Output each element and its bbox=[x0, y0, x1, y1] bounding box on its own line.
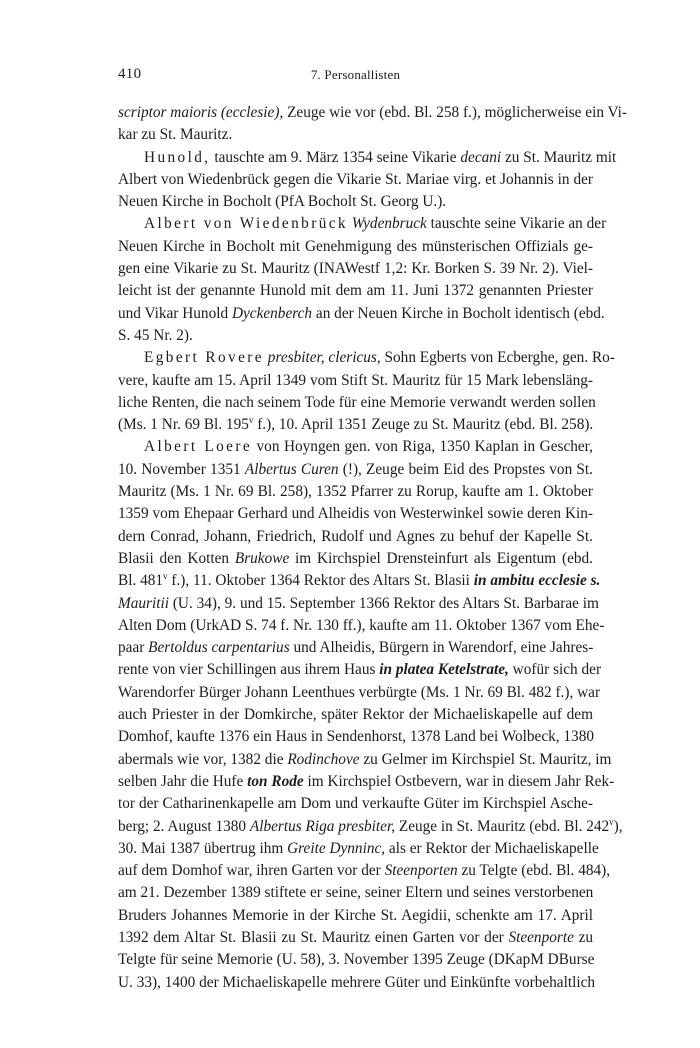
text-run: Blasii den Kotten bbox=[118, 549, 235, 567]
text-line: tor der Catharinenkapelle am Dom und verkaufte Güter im Kirchspiel Asche- bbox=[118, 795, 593, 813]
text-line: auch Priester in der Domkirche, später Rektor der Michaeliskapelle auf dem bbox=[118, 706, 593, 724]
italic-term: Albertus Curen bbox=[244, 460, 339, 478]
italic-term: Steenporten bbox=[384, 862, 458, 880]
text-line: U. 33), 1400 der Michaeliskapelle mehrere Güter und Einkünfte vorbehaltlich bbox=[118, 973, 596, 991]
text-line: S. 45 Nr. 2). bbox=[118, 326, 193, 344]
text-run: f.), 10. April 1351 Zeuge zu St. Mauritz (ebd. Bl. 258). bbox=[253, 416, 594, 434]
italic-term: Steenporte bbox=[508, 928, 574, 946]
text-line: Domhof, kaufte 1376 ein Haus in Sendenhorst, 1378 Land bei Wolbeck, 1380 bbox=[118, 728, 595, 746]
person-name: Egbert Rovere bbox=[144, 349, 264, 367]
text-run: Zeuge in St. Mauritz (ebd. Bl. 242 bbox=[395, 817, 610, 835]
text-run: 1392 dem Altar St. Blasii zu St. Mauritz einen Garten vor der bbox=[118, 928, 509, 946]
text-run: Bl. 481 bbox=[118, 572, 164, 590]
text-line: dern Conrad, Johann, Friedrich, Rudolf und Agnes zu behuf der Kapelle St. bbox=[118, 527, 593, 545]
italic-term: decani bbox=[460, 148, 502, 166]
text-run: Zeuge wie vor (ebd. Bl. 258 f.), möglicherweise ein Vi- bbox=[283, 104, 627, 121]
text-run: und Alheidis, Bürgern in Warendorf, eine Jahres- bbox=[289, 639, 594, 657]
text-run: 10. November 1351 bbox=[118, 460, 245, 478]
text-run: rente von vier Schillingen aus ihrem Haus bbox=[118, 661, 380, 679]
person-name: Albert Loere bbox=[144, 438, 253, 456]
italic-term: Rodinchove bbox=[287, 750, 360, 768]
entry-egbert-rovere bbox=[118, 347, 615, 436]
page-header bbox=[118, 66, 593, 86]
italic-term: in ambitu ecclesie s. bbox=[473, 572, 601, 590]
entry-albert-loere bbox=[118, 436, 623, 993]
text-run: 30. Mai 1387 übertrug ihm bbox=[118, 839, 288, 857]
text-line: Warendorfer Bürger Johann Leenthues verbürgte (Ms. 1 Nr. 69 Bl. 482 f.), war bbox=[118, 683, 601, 701]
text-line: Bruders Johannes Memorie in der Kirche St. Aegidii, schenkte am 17. April bbox=[118, 906, 593, 924]
text-line: am 21. Dezember 1389 stiftete er seine, seiner Eltern und seines verstorbenen bbox=[118, 884, 594, 902]
text-run: selben Jahr die Hufe bbox=[118, 772, 248, 790]
text-run: f.), 11. Oktober 1364 Rektor des Altars St. Blasii bbox=[167, 572, 474, 590]
running-head: 7. Personallisten bbox=[310, 67, 401, 82]
italic-term: presbiter, clericus, bbox=[263, 349, 381, 367]
text-line: 1359 vom Ehepaar Gerhard und Alheidis von Westerwinkel sowie deren Kin- bbox=[118, 505, 593, 523]
italic-term: ton Rode bbox=[247, 772, 304, 790]
text-run: abermals wie vor, 1382 die bbox=[118, 750, 288, 768]
superscript: v bbox=[609, 816, 614, 827]
italic-term: Greite Dynninc, bbox=[287, 839, 386, 857]
text-run: und Vikar Hunold bbox=[118, 304, 232, 322]
body-text bbox=[118, 102, 627, 994]
person-name: Hunold, bbox=[144, 148, 211, 166]
text-run: berg; 2. August 1380 bbox=[118, 817, 250, 835]
text-run: zu St. Mauritz mit bbox=[501, 148, 617, 166]
paragraph-continuation bbox=[118, 102, 627, 147]
text-run: im Kirchspiel Ostbevern, war in diesem Jahr Rek- bbox=[303, 772, 615, 790]
page-number: 410 bbox=[118, 66, 142, 82]
italic-term: in platea Ketelstrate, bbox=[379, 661, 509, 679]
italic-term: Mauritii bbox=[118, 594, 169, 612]
entry-hunold bbox=[118, 147, 617, 214]
text-run: als er Rektor der Michaeliskapelle bbox=[385, 839, 599, 857]
text-run: paar bbox=[118, 639, 149, 657]
text-run: zu Gelmer im Kirchspiel St. Mauritz, im bbox=[359, 750, 612, 768]
entry-albert-von-wiedenbrueck bbox=[118, 213, 607, 347]
superscript: v bbox=[248, 415, 254, 426]
text-run: zu Telgte (ebd. Bl. 484), bbox=[457, 862, 611, 880]
text-run: ), bbox=[613, 817, 623, 835]
text-run: auf dem Domhof war, ihren Garten vor der bbox=[118, 862, 385, 880]
text-run: von Hoyngen gen. von Riga, 1350 Kaplan in Gescher, bbox=[252, 438, 593, 456]
text-line: Neuen Kirche in Bocholt mit Genehmigung des münsterischen Offizials ge- bbox=[118, 237, 593, 255]
text-line: Mauritz (Ms. 1 Nr. 69 Bl. 258), 1352 Pfarrer zu Rorup, kaufte am 1. Oktober bbox=[118, 483, 593, 501]
superscript: v bbox=[163, 571, 168, 582]
text-run: (U. 34), 9. und 15. September 1366 Rektor des Altars St. Barbarae im bbox=[169, 594, 599, 612]
person-name: Albert von Wiedenbrück bbox=[144, 215, 348, 233]
text-line: kar zu St. Mauritz. bbox=[118, 126, 233, 144]
text-run: Sohn Egberts von Ecberghe, gen. Ro- bbox=[380, 349, 615, 367]
text-run: tauschte am 9. März 1354 seine Vikarie bbox=[210, 148, 461, 166]
text-line: Alten Dom (UrkAD S. 74 f. Nr. 130 ff.), kaufte am 11. Oktober 1367 vom Ehe- bbox=[118, 616, 605, 634]
italic-term: Dyckenberch bbox=[231, 304, 313, 322]
italic-term: Brukowe bbox=[234, 549, 290, 567]
italic-term: Bertoldus carpentarius bbox=[148, 639, 290, 657]
text-line: Telgte für seine Memorie (U. 58), 3. November 1395 Zeuge (DKapM DBurse bbox=[118, 951, 595, 969]
text-run: an der Neuen Kirche in Bocholt identisch (ebd. bbox=[312, 304, 605, 322]
text-line: Neuen Kirche in Bocholt (PfA Bocholt St. Georg U.). bbox=[118, 193, 447, 211]
text-run: im Kirchspiel Drensteinfurt als Eigentum (ebd. bbox=[289, 549, 594, 567]
text-line: vere, kaufte am 15. April 1349 vom Stift St. Mauritz für 15 Mark lebensläng- bbox=[118, 371, 593, 389]
text-line: leicht ist der genannte Hunold mit dem am 11. Juni 1372 genannten Priester bbox=[118, 282, 593, 300]
italic-term: Wydenbruck bbox=[347, 215, 427, 233]
text-run: zu bbox=[573, 928, 594, 946]
text-run: (Ms. 1 Nr. 69 Bl. 195 bbox=[118, 416, 249, 434]
text-line: liche Renten, die nach seinem Tode für eine Memorie verwandt werden sollen bbox=[118, 393, 596, 411]
text-line: gen eine Vikarie zu St. Mauritz (INAWestf 1,2: Kr. Borken S. 39 Nr. 2). Viel- bbox=[118, 260, 593, 278]
text-run: wofür sich der bbox=[508, 661, 602, 679]
text-run: (!), Zeuge beim Eid des Propstes von St. bbox=[338, 460, 593, 478]
text-line: Albert von Wiedenbrück gegen die Vikarie St. Mariae virg. et Johannis in der bbox=[118, 170, 593, 188]
italic-term: Albertus Riga presbiter, bbox=[249, 817, 396, 835]
text-run: tauschte seine Vikarie an der bbox=[426, 215, 607, 233]
italic-term: scriptor maioris (ecclesie), bbox=[118, 104, 284, 121]
